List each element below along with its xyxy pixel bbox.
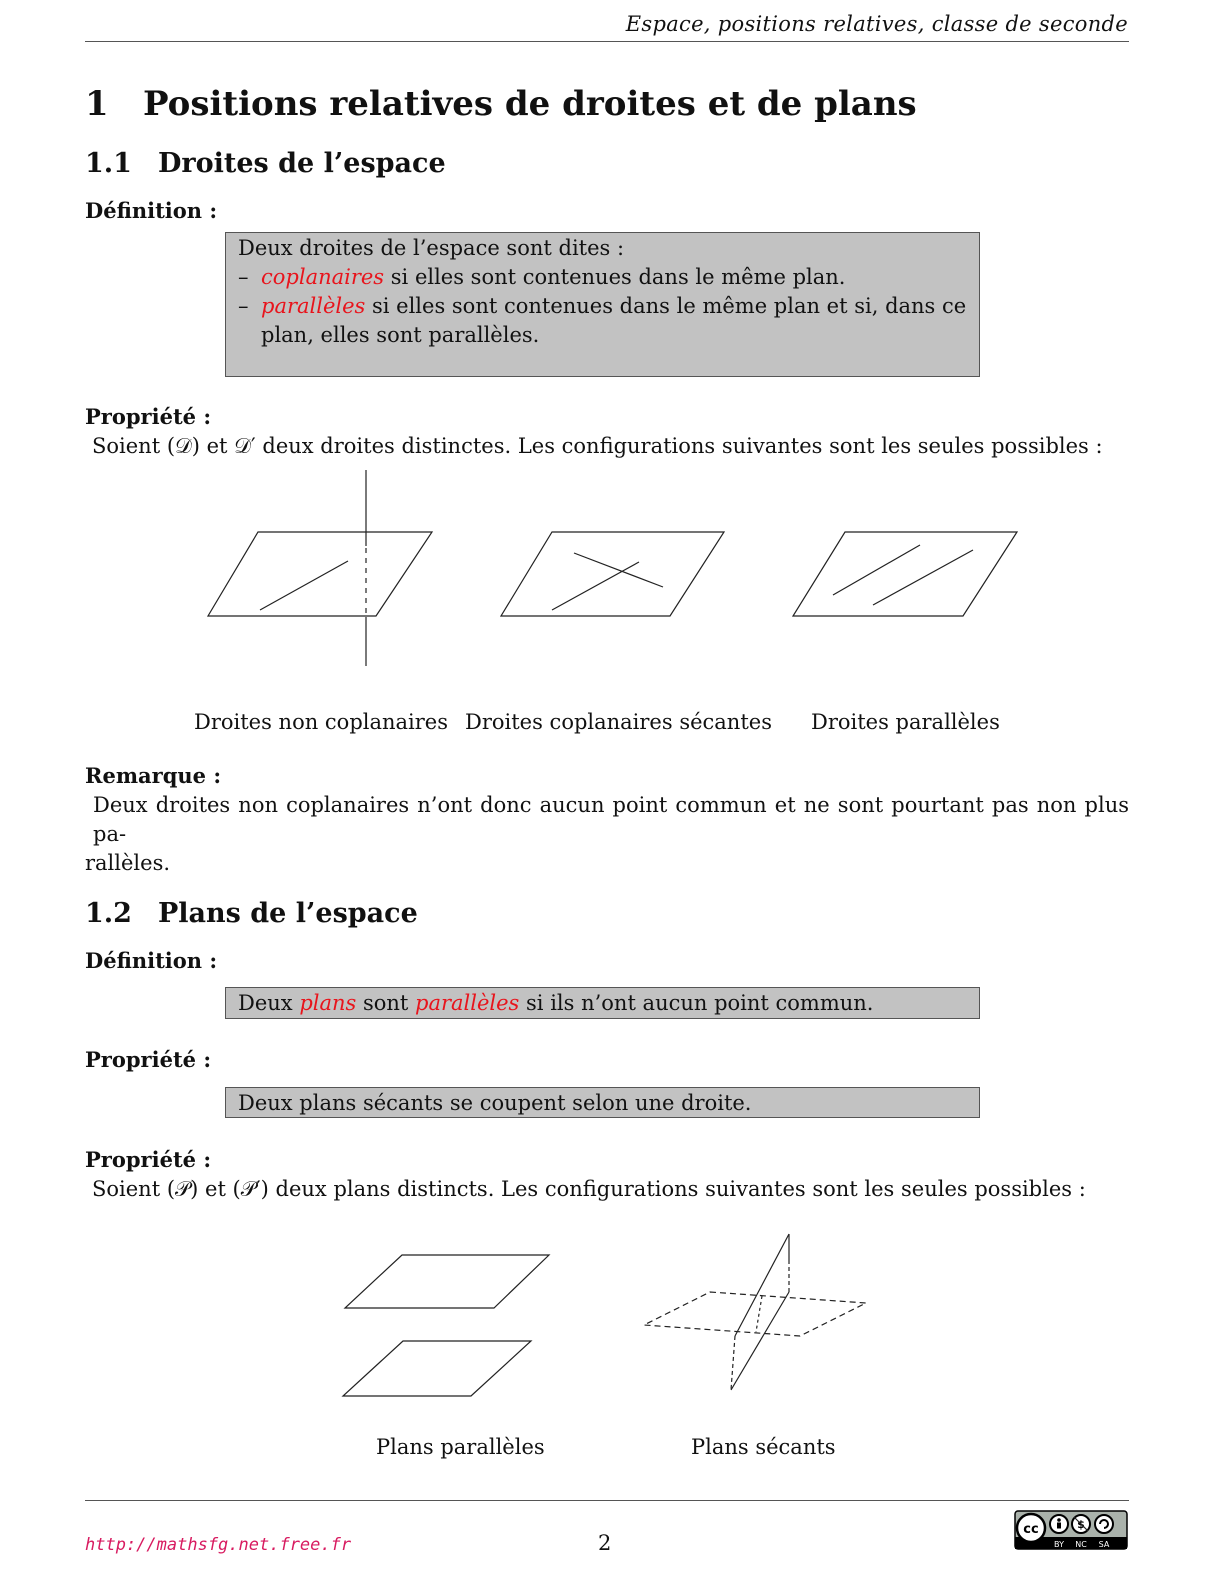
definition-item-paralleles xyxy=(238,292,967,350)
definition-text: sont xyxy=(356,991,416,1015)
creative-commons-badge[interactable] xyxy=(1014,1510,1128,1554)
property-text-droites: Soient (𝒟) et 𝒟′ deux droites distinctes. Les configurations suivantes sont les seules possibles : xyxy=(92,434,1103,458)
caption-non-coplanaires: Droites non coplanaires xyxy=(194,710,449,734)
property-label: Propriété : xyxy=(85,1047,212,1072)
figure-plans xyxy=(0,1220,1224,1420)
page-number: 2 xyxy=(598,1531,612,1555)
list-dash: – xyxy=(238,265,249,289)
svg-text:$: $ xyxy=(1077,1518,1085,1531)
caption-plans-secants: Plans sécants xyxy=(691,1435,836,1459)
cc-by-label: BY xyxy=(1054,1540,1064,1549)
caption-coplanaires-secantes: Droites coplanaires sécantes xyxy=(465,710,772,734)
property-text-plans: Soient (𝒫) et (𝒫′) deux plans distincts. Les configurations suivantes sont les seules possibles : xyxy=(92,1177,1086,1201)
subsection-title: Droites de l’espace xyxy=(158,148,446,179)
definition-item-text: si elles sont contenues dans le même plan. xyxy=(384,265,846,289)
subsection-title: Plans de l’espace xyxy=(158,898,418,929)
remark-text xyxy=(85,791,1129,878)
remark-label: Remarque : xyxy=(85,763,222,788)
definition-intro: Deux droites de l’espace sont dites : xyxy=(238,236,625,260)
running-header: Espace, positions relatives, classe de seconde xyxy=(625,12,1128,36)
term-plans: plans xyxy=(299,991,357,1015)
section-title: Positions relatives de droites et de plans xyxy=(143,84,917,124)
figure-non-coplanaires xyxy=(208,470,432,666)
subsection-number: 1.1 xyxy=(85,148,132,179)
list-dash: – xyxy=(238,294,249,318)
definition-label: Définition : xyxy=(85,948,218,973)
property-label: Propriété : xyxy=(85,1147,212,1172)
section-heading xyxy=(85,84,917,124)
definition-item-coplanaires xyxy=(238,263,967,292)
caption-plans-paralleles: Plans parallèles xyxy=(376,1435,545,1459)
figure-plans-secants xyxy=(644,1234,866,1390)
definition-label: Définition : xyxy=(85,198,218,223)
cc-mark: cc xyxy=(1023,1522,1039,1537)
footer-rule xyxy=(85,1500,1129,1501)
property-label: Propriété : xyxy=(85,404,212,429)
definition-text: si ils n’ont aucun point commun. xyxy=(519,991,874,1015)
cc-sa-label: SA xyxy=(1098,1540,1110,1549)
term-paralleles: parallèles xyxy=(415,991,520,1015)
definition-box-droites xyxy=(225,232,980,377)
section-number: 1 xyxy=(85,84,109,124)
definition-item-text: si elles sont contenues dans le même plan et si, dans ce plan, elles sont parallèles. xyxy=(261,294,967,347)
figure-plans-paralleles xyxy=(343,1255,549,1396)
subsection-heading-droites xyxy=(85,148,446,179)
cc-nc-label: NC xyxy=(1075,1540,1087,1549)
definition-box-plans xyxy=(225,987,980,1019)
remark-line: Deux droites non coplanaires n’ont donc aucun point commun et ne sont pourtant pas non plus pa- xyxy=(93,793,1129,846)
figure-droites xyxy=(0,460,1224,710)
header-rule xyxy=(85,41,1129,42)
definition-text: Deux xyxy=(238,991,300,1015)
caption-paralleles: Droites parallèles xyxy=(811,710,1000,734)
term-coplanaires: coplanaires xyxy=(261,265,385,289)
term-paralleles: parallèles xyxy=(261,294,366,318)
cc-by-nc-sa-icon xyxy=(1014,1510,1128,1550)
property-box-secants: Deux plans sécants se coupent selon une droite. xyxy=(225,1087,980,1118)
footer-link[interactable]: http://mathsfg.net.free.fr xyxy=(85,1535,352,1555)
subsection-heading-plans xyxy=(85,898,418,929)
figure-coplanaires-secantes xyxy=(501,532,724,616)
remark-line: rallèles. xyxy=(85,851,171,875)
figure-paralleles xyxy=(793,532,1017,616)
subsection-number: 1.2 xyxy=(85,898,132,929)
